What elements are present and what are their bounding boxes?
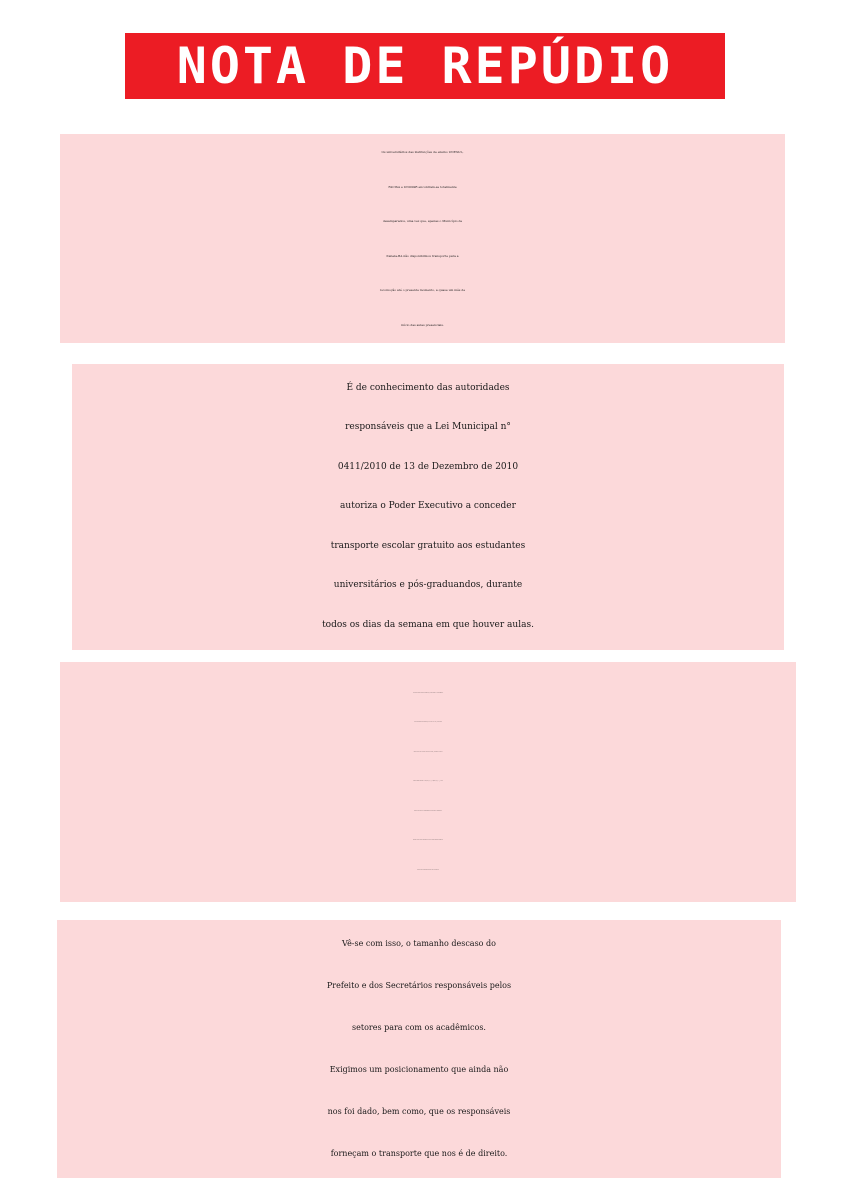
paragraph-line: Itabela-BA não disponibilizou transporte para a xyxy=(386,253,459,258)
paragraph-line: FACISA e UNOPAR encontram-se totalmente xyxy=(388,184,457,189)
paragraph-line: Vê-se com isso, o tamanho descaso do xyxy=(342,939,496,948)
paragraph-demand xyxy=(57,920,781,1178)
paragraph-line: Os universitários das instituições de ensino UNESUL, xyxy=(381,150,464,154)
paragraph-line: responsáveis que a Lei Municipal n° xyxy=(345,422,511,433)
paragraph-line: dos estudantes em estudar, pelo fato de que, os alunos xyxy=(414,722,442,724)
paragraph-line: ainda com as mensalidades das faculdades xyxy=(417,869,439,871)
paragraph-line: 0411/2010 de 13 de Dezembro de 2010 xyxy=(337,461,519,472)
paragraph-line: desamparados, uma vez que, apenas o Município de xyxy=(382,219,463,223)
paragraph-students-abandoned xyxy=(60,134,785,343)
paragraph-line: início das aulas presenciais. xyxy=(401,322,444,327)
paragraph-line: transporte escolar gratuito aos estudantes xyxy=(330,540,526,551)
title-banner xyxy=(125,33,725,99)
paragraph-line: diários numa média de R$ 30,00 [...] a R$ 50,00 [...], o que xyxy=(413,781,443,783)
paragraph-line: forneçam o transporte que nos é de direito. xyxy=(330,1149,508,1158)
paragraph-line: Exigimos um posicionamento que ainda não xyxy=(329,1065,509,1074)
paragraph-line: É de conhecimento das autoridades xyxy=(346,382,510,393)
paragraph-line: autoriza o Poder Executivo a conceder xyxy=(340,501,516,512)
paragraph-line: locomoção até o presente momento, a quase um mês de xyxy=(379,288,466,292)
paragraph-line: totaliza um valor extremamente significativo semanal e xyxy=(413,810,443,812)
paragraph-damages xyxy=(60,662,796,902)
paragraph-line: Prefeito e dos Secretários responsáveis pelos xyxy=(326,981,512,990)
page-title: NOTA DE REPÚDIO xyxy=(176,37,674,95)
paragraph-municipal-law xyxy=(72,364,784,650)
paragraph-line: universitários e pós-graduandos, durante xyxy=(333,580,523,591)
paragraph-line: nos foi dado, bem como, que os responsáveis xyxy=(327,1107,511,1116)
paragraph-line: todos os dias da semana em que houver aulas. xyxy=(322,619,534,630)
paragraph-line: Prejuízos estão sendo causados, acarretando o desestímulo xyxy=(412,692,444,694)
paragraph-line: setores para com os acadêmicos. xyxy=(352,1023,486,1032)
paragraph-line: estão tendo que fretar veículos a parte, pagando valores xyxy=(413,751,443,753)
paragraph-line: mensal para cada acadêmico. Sendo esses gastos somados xyxy=(413,840,443,842)
